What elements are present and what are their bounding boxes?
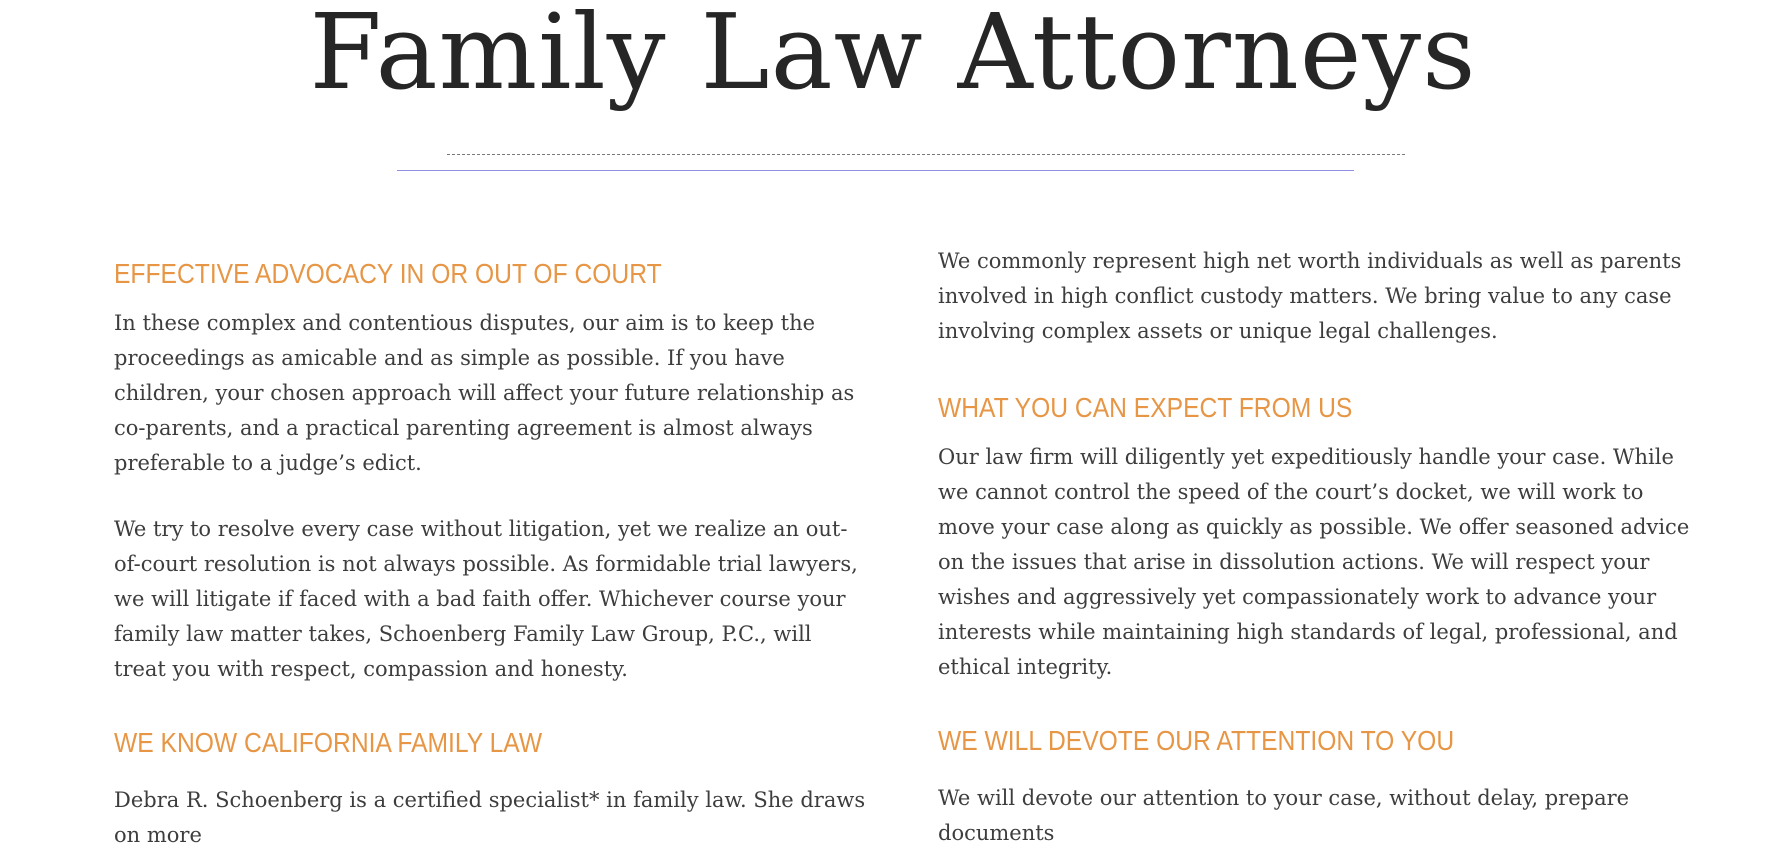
title-divider-line xyxy=(397,170,1354,171)
section-heading-california-law: WE KNOW CALIFORNIA FAMILY LAW xyxy=(114,727,543,758)
title-divider-dotted xyxy=(447,154,1405,155)
paragraph-amicable-proceedings: In these complex and contentious disputes, our aim is to keep the proceedings as amicable and as simple as possible. If you have children, your chosen approach will affect your future relationship as co-parents, and a practical parenting agreement is almost always preferable to a judge’s edict. xyxy=(114,311,855,475)
paragraph-litigation: We try to resolve every case without litigation, yet we realize an out-of-court resolution is not always possible. As formidable trial lawyers, we will litigate if faced with a bad faith offer. Whichever course your family law matter takes, Schoenberg Family Law Group, P.C., will treat you with respect, compassion and honesty. xyxy=(114,517,858,681)
left-column xyxy=(114,246,868,853)
paragraph-diligent-handling: Our law firm will diligently yet expeditiously handle your case. While we cannot control the speed of the court’s docket, we will work to move your case along as quickly as possible. We offer seasoned advice on the issues that arise in dissolution actions. We will respect your wishes and aggressively yet compassionately work to advance your interests while maintaining high standards of legal, professional, and ethical integrity. xyxy=(938,445,1690,679)
paragraph-certified-specialist: Debra R. Schoenberg is a certified specialist* in family law. She draws on more xyxy=(114,788,866,847)
paragraph-high-net-worth: We commonly represent high net worth individuals as well as parents involved in high conflict custody matters. We bring value to any case involving complex assets or unique legal challenges. xyxy=(938,249,1682,343)
page-title: Family Law Attorneys xyxy=(309,0,1477,113)
section-heading-advocacy: EFFECTIVE ADVOCACY IN OR OUT OF COURT xyxy=(114,258,662,289)
section-heading-expectations: WHAT YOU CAN EXPECT FROM US xyxy=(938,392,1353,423)
right-column xyxy=(938,246,1698,851)
section-heading-attention: WE WILL DEVOTE OUR ATTENTION TO YOU xyxy=(938,725,1455,756)
paragraph-devote-attention: We will devote our attention to your case, without delay, prepare documents xyxy=(938,786,1630,845)
